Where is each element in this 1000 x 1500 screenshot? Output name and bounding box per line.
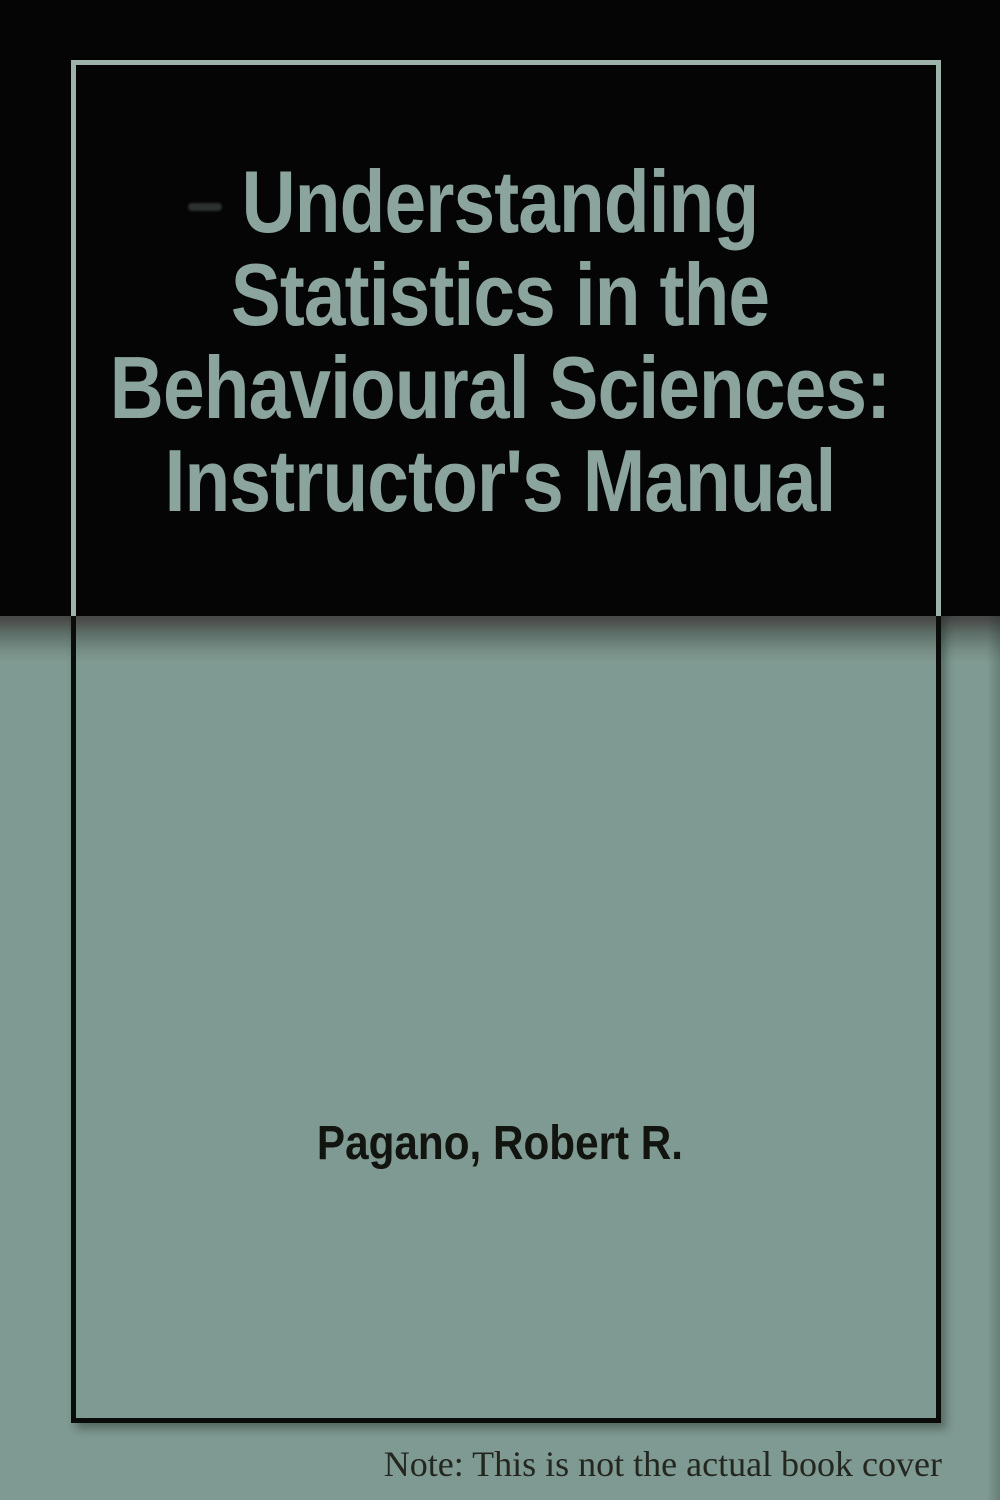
right-edge-shadow bbox=[987, 616, 1000, 1500]
book-title bbox=[75, 152, 925, 530]
book-title-line: Behavioural Sciences: bbox=[109, 338, 891, 437]
band-transition-gradient bbox=[0, 616, 1000, 662]
book-title-line: Instructor's Manual bbox=[164, 431, 836, 530]
book-title-line: Statistics in the bbox=[230, 245, 770, 344]
book-author: Pagano, Robert R. bbox=[316, 1117, 684, 1170]
book-title-line: Understanding bbox=[241, 152, 759, 251]
cover-disclaimer-note: Note: This is not the actual book cover bbox=[383, 1444, 942, 1484]
